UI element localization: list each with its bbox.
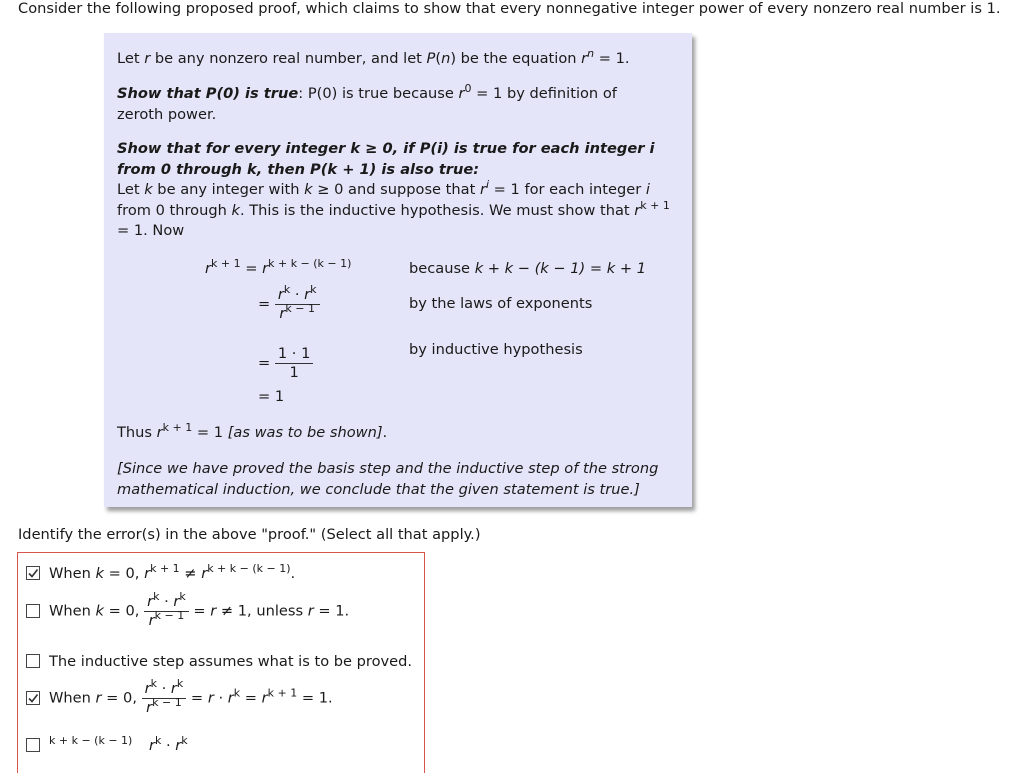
question: Identify the error(s) in the above "proof." (Select all that apply.) — [18, 526, 481, 543]
intro-text: Consider the following proposed proof, which claims to show that every nonnegative integer power of every nonzero real number is 1. — [18, 0, 1001, 17]
answer-choice-3[interactable]: The inductive step assumes what is to be proved. — [26, 653, 412, 670]
answer-choice-2[interactable]: When k = 0, $\frac{r^k \cdot r^k}{r^{k - 1}}$ = r ≠ 1, unless r = 1. — [26, 593, 349, 630]
thus-line: Thus $r^{k + 1} = 1$ [as was to be shown]. — [117, 421, 388, 441]
answer-choice-1[interactable]: When k = 0, $r^{k + 1} \ne r^{k + k - (k - 1)}$. — [26, 565, 295, 582]
inductive-step — [117, 139, 672, 242]
answer-choice-5[interactable]: $^{k + k - (k - 1)}$ $r^k \cdot r^k$ — [26, 737, 188, 754]
checkbox-unchecked[interactable] — [26, 604, 40, 618]
proof-box — [104, 33, 692, 507]
reason-1: because k + k − (k − 1) = k + 1 — [409, 260, 646, 277]
derivation-row-3: = $\frac{1 \cdot 1}{1}$ — [258, 345, 313, 382]
inductive-step-text: Let k be any integer with k ≥ 0 and suppose that $r^i = 1$ for each integer i from 0 through k. This is the inductive hypothesis. We must show that $r^{k + 1} = 1$. Now — [117, 178, 670, 239]
checkbox-unchecked[interactable] — [26, 738, 40, 752]
checkbox-checked[interactable] — [26, 691, 40, 705]
checkbox-unchecked[interactable] — [26, 654, 40, 668]
reason-2: by the laws of exponents — [409, 295, 593, 312]
derivation-row-1: $r^{k + 1} = r^{k + k - (k - 1)}$ — [205, 257, 352, 277]
conclusion: [Since we have proved the basis step and the inductive step of the strong mathematical induction, we conclude that the given statement is true.] — [117, 460, 659, 498]
inductive-step-heading: Show that for every integer k ≥ 0, if P(i) is true for each integer i from 0 through k, then P(k + 1) is also true: — [117, 140, 655, 178]
reason-3: by inductive hypothesis — [409, 341, 583, 358]
derivation-row-4: = 1 — [258, 388, 285, 405]
derivation-row-2: = $\frac{r^k \cdot r^k}{r^{k - 1}}$ — [258, 286, 320, 323]
checkbox-checked[interactable] — [26, 566, 40, 580]
answer-choice-4[interactable]: When r = 0, $\frac{r^k \cdot r^k}{r^{k - 1}}$ = $r \cdot r^k = r^{k + 1} = 1$. — [26, 680, 333, 717]
answer-choices — [17, 552, 425, 773]
proof-statement: Let r be any nonzero real number, and let P(n) be the equation $r^n = 1$. — [117, 47, 630, 67]
basis-step: Show that P(0) is true: P(0) is true because $r^0 = 1$ by definition of zeroth power. — [117, 82, 617, 123]
